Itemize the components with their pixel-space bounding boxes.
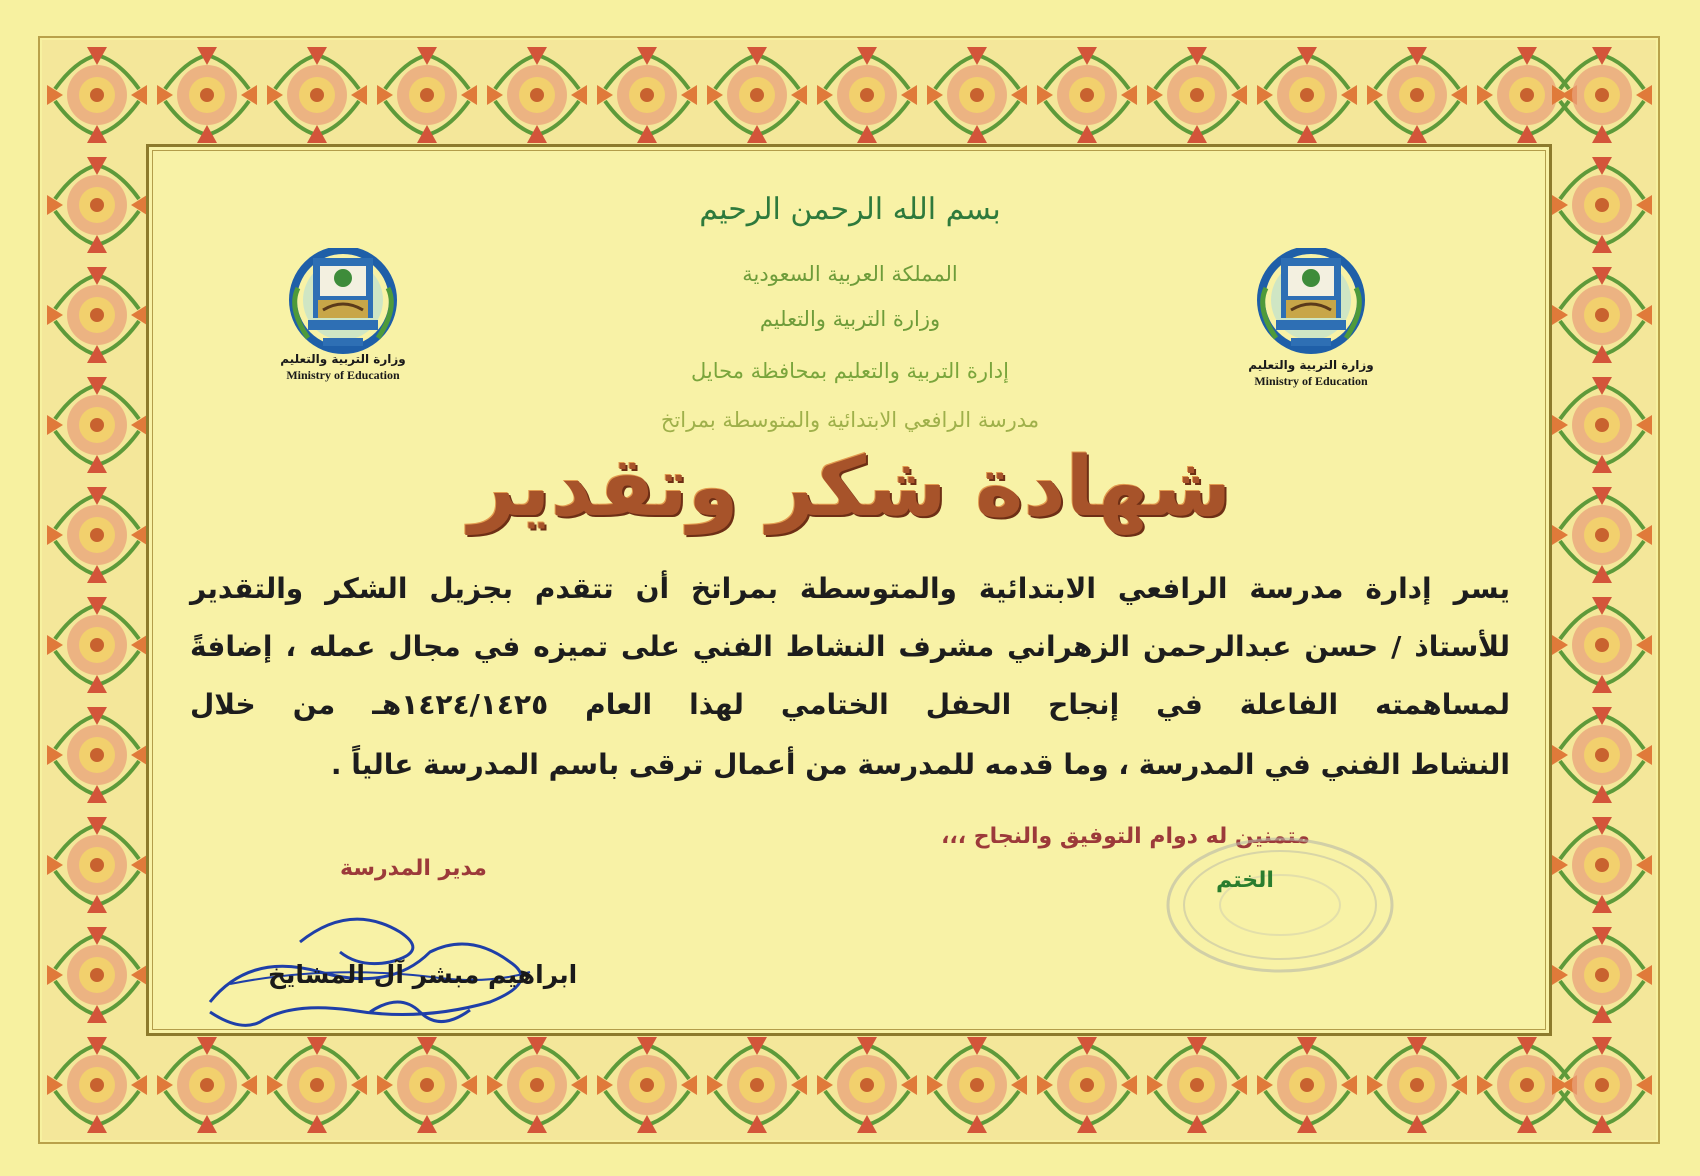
school-name: مدرسة الرافعي الابتدائية والمتوسطة بمراتخ	[660, 408, 1040, 432]
body-line-1: يسر إدارة مدرسة الرافعي الابتدائية والمتوسطة بمراتخ أن تتقدم بجزيل الشكر والتقدير	[190, 572, 1510, 605]
body-line-3: لمساهمته الفاعلة في إنجاح الحفل الختامي لهذا العام ١٤٢٤/١٤٢٥هـ من خلال	[190, 688, 1510, 721]
principal-name: ابراهيم مبشر آل المشايخ	[268, 960, 578, 989]
basmala: بسم الله الرحمن الرحيم	[699, 192, 1001, 227]
body-line-4: النشاط الفني في المدرسة ، وما قدمه للمدرسة من أعمال ترقى باسم المدرسة عالياً .	[330, 748, 1510, 781]
ministry-emblem-icon	[1236, 248, 1386, 358]
ministry-logo-left	[268, 248, 418, 388]
logo-caption-english: Ministry of Education	[286, 368, 400, 382]
body-line-2: للأستاذ / حسن عبدالرحمن الزهراني مشرف النشاط الفني على تميزه في مجال عمله ، إضافةً	[190, 630, 1510, 663]
ministry-emblem-icon	[268, 248, 418, 358]
kingdom-name: المملكة العربية السعودية	[742, 262, 958, 286]
closing-wish: متمنين له دوام التوفيق والنجاح ،،،	[941, 824, 1310, 849]
certificate-title: شهادة شكر وتقدير	[468, 440, 1232, 535]
logo-caption-english: Ministry of Education	[1254, 374, 1368, 388]
principal-title: مدير المدرسة	[340, 856, 487, 881]
seal-label: الختم	[1216, 868, 1274, 893]
logo-caption-arabic: وزارة التربية والتعليم	[1248, 358, 1374, 372]
ministry-name: وزارة التربية والتعليم	[759, 307, 941, 331]
ministry-logo-right	[1236, 248, 1386, 388]
school-stamp-icon	[1160, 830, 1400, 980]
education-department: إدارة التربية والتعليم بمحافظة محايل	[691, 359, 1009, 383]
logo-caption-arabic: وزارة التربية والتعليم	[280, 352, 406, 366]
